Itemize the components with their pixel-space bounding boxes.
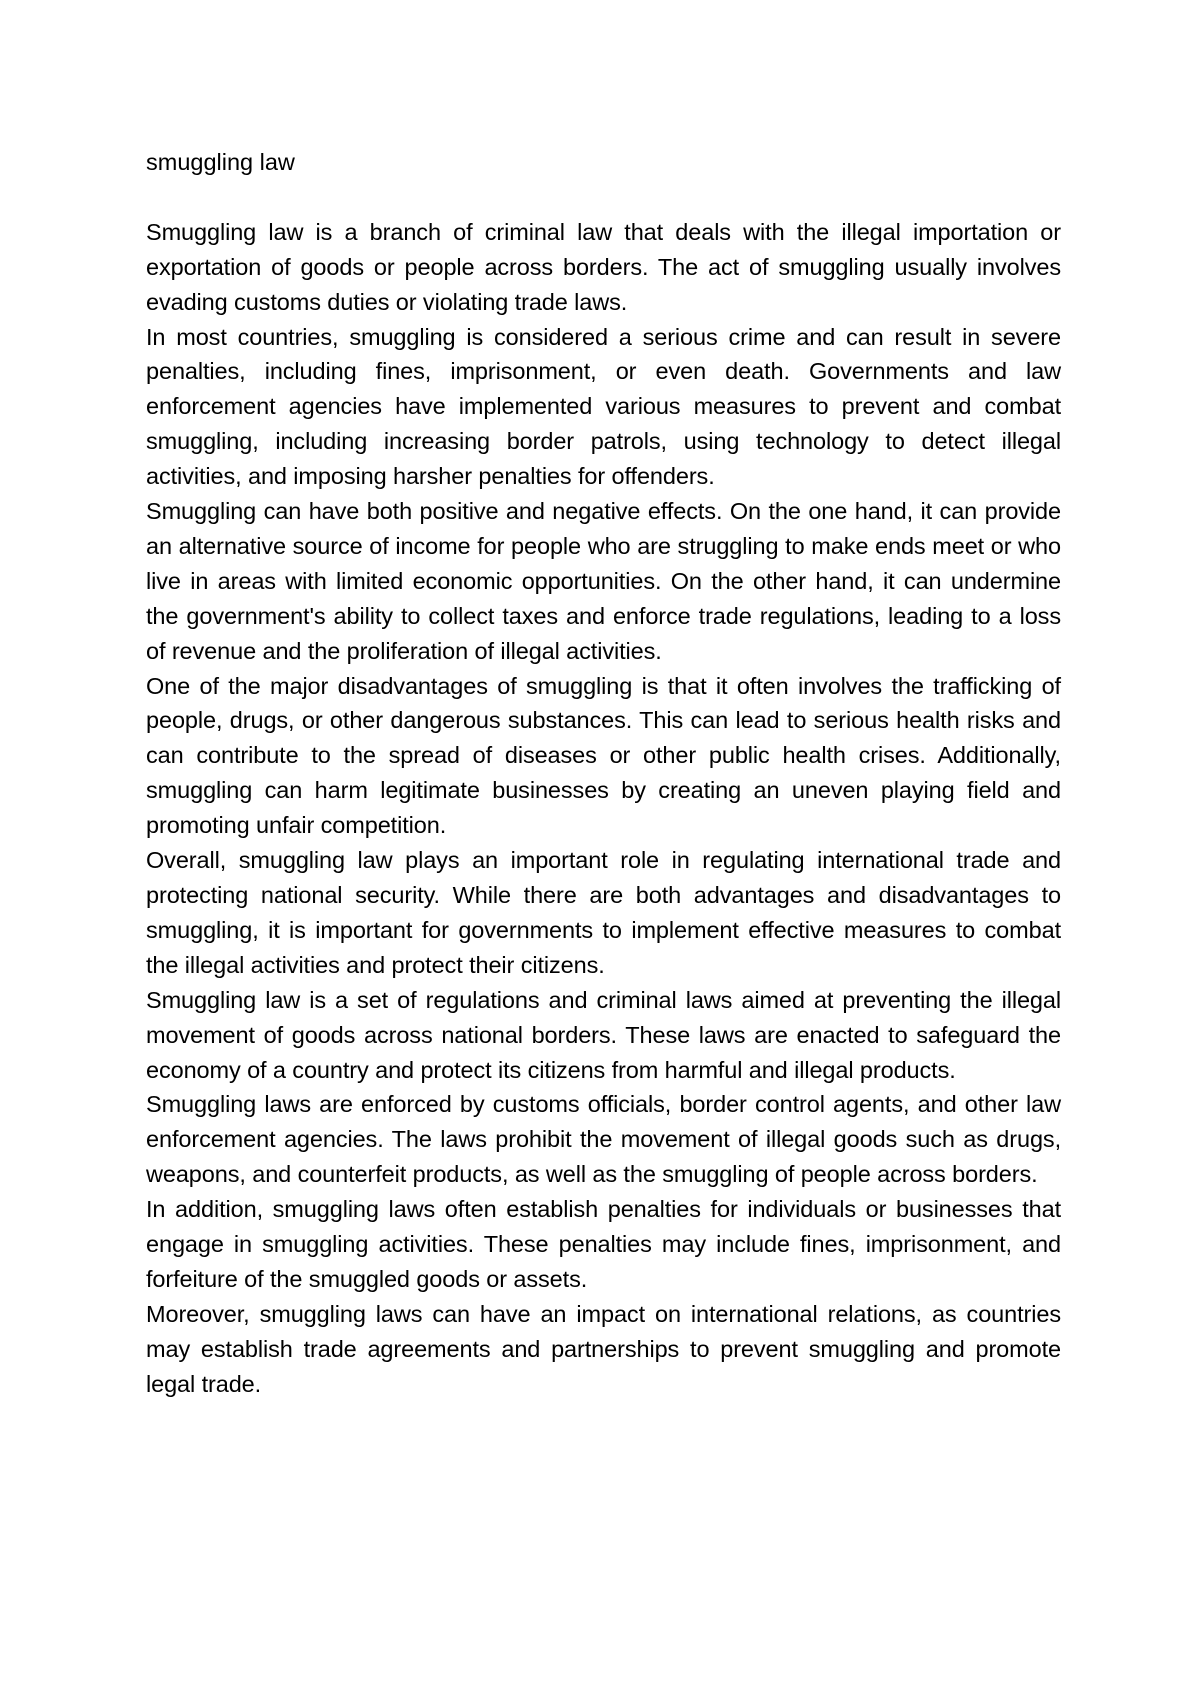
paragraph-2: In most countries, smuggling is considered a serious crime and can result in severe penalties, including fines, imprisonment, or even death. Governments and law enforcement agencies have implemented various measures to prevent and combat smuggling, including increasing border patrols, using technology to detect illegal activities, and imposing harsher penalties for offenders.	[146, 323, 1061, 490]
paragraph-4: One of the major disadvantages of smuggling is that it often involves the trafficking of people, drugs, or other dangerous substances. This can lead to serious health risks and can contribute to the spread of diseases or other public health crises. Additionally, smuggling can harm legitimate businesses by creating an uneven playing field and promoting unfair competition.	[146, 672, 1061, 839]
paragraph-6: Smuggling law is a set of regulations and criminal laws aimed at preventing the illegal movement of goods across national borders. These laws are enacted to safeguard the economy of a country and protect its citizens from harmful and illegal products.	[146, 986, 1061, 1083]
paragraph-8: In addition, smuggling laws often establish penalties for individuals or businesses that engage in smuggling activities. These penalties may include fines, imprisonment, and forfeiture of the smuggled goods or assets.	[146, 1196, 1061, 1292]
paragraph-1: Smuggling law is a branch of criminal law that deals with the illegal importation or exportation of goods or people across borders. The act of smuggling usually involves evading customs duties or violating trade laws.	[146, 218, 1061, 315]
paragraph-9: Moreover, smuggling laws can have an impact on international relations, as countries may establish trade agreements and partnerships to prevent smuggling and promote legal trade.	[146, 1300, 1061, 1397]
document-body	[146, 145, 1061, 1402]
document-title: smuggling law	[146, 149, 295, 175]
paragraph-5: Overall, smuggling law plays an important role in regulating international trade and protecting national security. While there are both advantages and disadvantages to smuggling, it is important for governments to implement effective measures to combat the illegal activities and protect their citizens.	[146, 847, 1061, 978]
paragraph-3: Smuggling can have both positive and negative effects. On the one hand, it can provide an alternative source of income for people who are struggling to make ends meet or who live in areas with limited economic opportunities. On the other hand, it can undermine the government's ability to collect taxes and enforce trade regulations, leading to a loss of revenue and the proliferation of illegal activities.	[146, 498, 1061, 664]
blank-line	[146, 180, 1061, 215]
paragraph-7: Smuggling laws are enforced by customs officials, border control agents, and other law enforcement agencies. The laws prohibit the movement of illegal goods such as drugs, weapons, and counterfeit products, as well as the smuggling of people across borders.	[146, 1091, 1061, 1188]
